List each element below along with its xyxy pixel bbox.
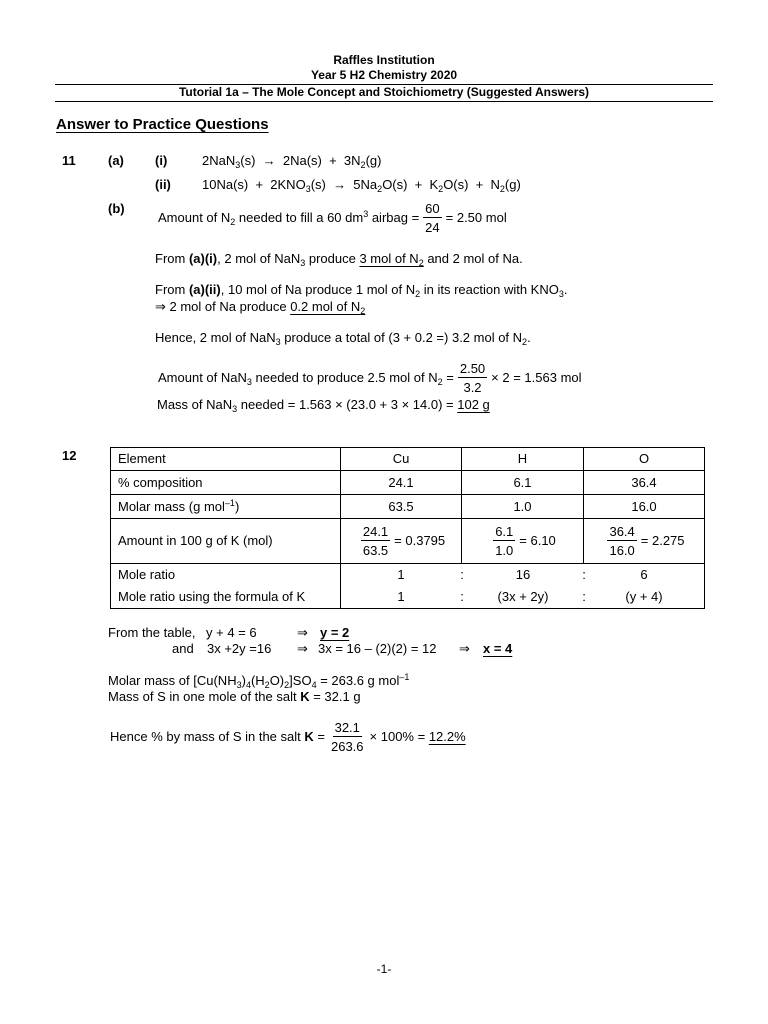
amount-result: = 0.3795 — [394, 533, 446, 548]
text-run: produce a total of (3 + 0.2 =) 3.2 mol of N — [280, 330, 523, 345]
working-step-4 — [155, 330, 531, 346]
result-y: y = 2 — [320, 625, 350, 640]
text-run: Amount of NaN — [158, 370, 247, 385]
ratio-value-h: 16 — [515, 567, 531, 582]
subscript: 2 — [360, 160, 366, 170]
implies-arrow: ⇒ — [459, 641, 470, 656]
text-run: in its reaction with KNO — [420, 282, 559, 297]
question-number-12: 12 — [62, 448, 77, 463]
numerator: 2.50 — [459, 361, 486, 376]
text-run: Mass of NaN — [157, 397, 233, 412]
superscript: –1 — [399, 672, 410, 682]
denominator: 3.2 — [463, 380, 482, 395]
subscript: 2 — [522, 337, 528, 347]
table-row-molar-mass — [111, 495, 705, 519]
amount-result: = 2.275 — [640, 533, 685, 548]
text-run: = 2.50 mol — [445, 210, 507, 225]
subpart-ii-label: (ii) — [155, 177, 171, 192]
text-run: ]SO — [289, 673, 312, 688]
text-run: 2NaN — [202, 153, 236, 168]
subscript: 3 — [235, 160, 241, 170]
underlined-text — [290, 299, 365, 314]
table-header-cell: Element — [111, 448, 341, 471]
text-run: (s) → 5Na — [310, 177, 378, 192]
part-a-label: (a) — [108, 153, 124, 168]
superscript: 3 — [363, 209, 369, 219]
result-x: x = 4 — [483, 641, 513, 656]
bold-text: (a)(i) — [188, 251, 218, 266]
text-run: = 32.1 g — [309, 689, 361, 704]
denominator: 24 — [425, 220, 440, 235]
ratio-separator: : — [460, 567, 464, 582]
text-run: (s) → 2Na(s) + 3N — [240, 153, 361, 168]
subscript: 2 — [284, 680, 290, 690]
text-run: (g) — [504, 177, 521, 192]
text-run: = 263.6 g mol — [316, 673, 400, 688]
working-step-3 — [155, 299, 365, 315]
text-run: needed = 1.563 × (23.0 + 3 × 14.0) = — [237, 397, 458, 412]
ratio-separator: : — [582, 567, 586, 582]
table-row-amount — [111, 519, 705, 564]
airbag-text — [158, 210, 419, 226]
text-run: Molar mass of [Cu(NH — [108, 673, 237, 688]
working-step-2 — [155, 282, 567, 298]
salt-molar-mass — [108, 673, 409, 689]
underlined-text: 102 g — [457, 397, 490, 412]
equation-i — [202, 153, 381, 169]
text-run: = — [313, 729, 325, 744]
fraction — [458, 361, 487, 395]
subscript: 3 — [236, 680, 242, 690]
subscript: 4 — [245, 680, 251, 690]
table-cell — [341, 519, 462, 564]
course-title: Year 5 H2 Chemistry 2020 — [310, 68, 458, 82]
text-run: ⇒ 2 mol of Na produce — [155, 299, 291, 314]
ratio-values — [341, 564, 704, 586]
text-run: × 2 = 1.563 mol — [491, 370, 582, 385]
subscript: 3 — [232, 404, 238, 414]
text-run: , 2 mol of NaN — [217, 251, 301, 266]
amount-calculation — [341, 524, 461, 558]
solve-equation: 3x +2y =16 — [207, 641, 272, 656]
table-cell: 36.4 — [584, 471, 705, 495]
denominator: 16.0 — [609, 543, 635, 558]
ratio-separator: : — [460, 589, 464, 604]
amount-calculation — [584, 524, 704, 558]
question-number-11: 11 — [62, 153, 76, 168]
text-run: and 2 mol of Na. — [423, 251, 523, 266]
subscript: 2 — [499, 184, 505, 194]
subscript: 3 — [275, 337, 281, 347]
text-run: (g) — [365, 153, 382, 168]
equation-ii — [202, 177, 521, 193]
page-number: -1- — [376, 962, 392, 976]
denominator: 263.6 — [330, 739, 364, 754]
ratio-cell — [341, 586, 705, 609]
subscript: 2 — [438, 184, 444, 194]
nan3-mass-calculation — [157, 397, 490, 413]
text-run: airbag = — [368, 210, 420, 225]
bold-text: K — [300, 689, 310, 704]
numerator: 32.1 — [334, 720, 360, 735]
solve-step: 3x = 16 – (2)(2) = 12 — [318, 641, 437, 656]
subscript: 2 — [230, 217, 236, 227]
text-run: O(s) + N — [443, 177, 500, 192]
bold-text: K — [304, 729, 314, 744]
text-run: (H — [250, 673, 265, 688]
row-label: Amount in 100 g of K (mol) — [111, 519, 341, 564]
text-run: Molar mass (g mol — [118, 498, 225, 514]
table-row-mole-ratio-formula — [111, 586, 705, 609]
text-run: 10Na(s) + 2KNO — [202, 177, 306, 192]
ratio-value-cu: 1 — [397, 567, 405, 582]
sulfur-mass — [108, 689, 361, 705]
row-label: Mole ratio using the formula of K — [111, 586, 341, 609]
fraction — [607, 524, 636, 558]
fraction — [493, 524, 515, 558]
table-header-cell: H — [462, 448, 584, 471]
solve-lead: and — [172, 641, 194, 656]
text-run: From — [155, 282, 189, 297]
solve-lead: From the table, — [108, 625, 196, 640]
subpart-i-label: (i) — [155, 153, 168, 168]
numerator: 60 — [425, 201, 440, 216]
text-run: needed to fill a 60 dm — [235, 210, 364, 225]
text-run: Amount of N — [158, 210, 231, 225]
table-header-cell: O — [584, 448, 705, 471]
nan3-amount-result — [491, 370, 581, 386]
numerator: 6.1 — [495, 524, 514, 539]
subscript: 2 — [360, 306, 366, 316]
underlined-text: 12.2% — [428, 729, 466, 744]
subscript: 3 — [246, 377, 252, 387]
nan3-amount-calculation — [158, 361, 582, 395]
table-header-cell: Cu — [341, 448, 462, 471]
amount-calculation — [462, 524, 583, 558]
text-run: needed to produce 2.5 mol of N — [251, 370, 438, 385]
ratio-value-cu: 1 — [397, 589, 405, 604]
sulfur-percentage-calculation — [110, 720, 466, 754]
solve-equation: y + 4 = 6 — [206, 625, 257, 640]
ratio-values — [341, 586, 704, 608]
subscript: 3 — [558, 289, 564, 299]
table-row-mole-ratio — [111, 564, 705, 587]
text-run: . — [563, 282, 568, 297]
bold-text: (a)(ii) — [188, 282, 221, 297]
ratio-cell — [341, 564, 705, 587]
part-b-label: (b) — [108, 201, 125, 216]
subscript: 4 — [311, 680, 317, 690]
percentage-text — [110, 729, 325, 745]
fraction — [361, 524, 390, 558]
denominator: 63.5 — [362, 543, 389, 558]
institution-name: Raffles Institution — [333, 53, 435, 67]
fraction — [423, 201, 441, 235]
numerator: 36.4 — [609, 524, 635, 539]
table-cell — [462, 519, 584, 564]
subscript: 2 — [415, 289, 421, 299]
numerator: 24.1 — [362, 524, 389, 539]
implies-arrow: ⇒ — [297, 625, 308, 640]
row-label: Mole ratio — [111, 564, 341, 587]
table-row-percent — [111, 471, 705, 495]
airbag-calculation — [158, 201, 507, 235]
subscript: 3 — [305, 184, 311, 194]
text-run: Hence % by mass of S in the salt — [110, 729, 305, 744]
text-run: produce — [305, 251, 360, 266]
amount-result: = 6.10 — [519, 533, 556, 548]
subscript: 2 — [437, 377, 443, 387]
text-run: × 100% = — [369, 729, 429, 744]
tutorial-title: Tutorial 1a – The Mole Concept and Stoichiometry (Suggested Answers) — [178, 85, 590, 99]
row-label: % composition — [111, 471, 341, 495]
text-run: 0.2 mol of N — [290, 299, 361, 314]
table-row-element — [111, 448, 705, 471]
subscript: 2 — [264, 680, 270, 690]
ratio-separator: : — [582, 589, 586, 604]
empirical-formula-table — [110, 447, 705, 609]
text-run: = — [442, 370, 454, 385]
text-run: O(s) + K — [382, 177, 439, 192]
subscript: 2 — [418, 258, 424, 268]
percentage-result — [370, 729, 466, 745]
text-run: ) — [234, 498, 240, 514]
underlined-text — [359, 251, 423, 266]
text-run: From — [155, 251, 189, 266]
table-cell: 24.1 — [341, 471, 462, 495]
text-run: Mass of S in one mole of the salt — [108, 689, 301, 704]
subscript: 3 — [300, 258, 306, 268]
text-run: , 10 mol of Na produce 1 mol of N — [220, 282, 416, 297]
superscript: –1 — [224, 497, 235, 508]
text-run: Hence, 2 mol of NaN — [155, 330, 276, 345]
denominator: 1.0 — [495, 543, 514, 558]
ratio-value-o: (y + 4) — [625, 589, 663, 604]
subscript: 2 — [377, 184, 383, 194]
text-run: 3 mol of N — [359, 251, 419, 266]
table-cell: 6.1 — [462, 471, 584, 495]
nan3-amount-text — [158, 370, 454, 386]
section-heading: Answer to Practice Questions — [56, 116, 269, 133]
text-run: . — [527, 330, 531, 345]
implies-arrow: ⇒ — [297, 641, 308, 656]
ratio-value-o: 6 — [640, 567, 648, 582]
fraction — [329, 720, 366, 754]
working-step-1 — [155, 251, 523, 267]
ratio-value-h: (3x + 2y) — [497, 589, 549, 604]
table-cell: 1.0 — [462, 495, 584, 519]
text-run: O) — [269, 673, 285, 688]
row-label — [111, 495, 341, 519]
airbag-result — [446, 210, 507, 226]
table-cell: 16.0 — [584, 495, 705, 519]
text-run: ) — [241, 673, 246, 688]
header-rule-bottom — [55, 101, 713, 102]
table-cell — [584, 519, 705, 564]
table-cell: 63.5 — [341, 495, 462, 519]
